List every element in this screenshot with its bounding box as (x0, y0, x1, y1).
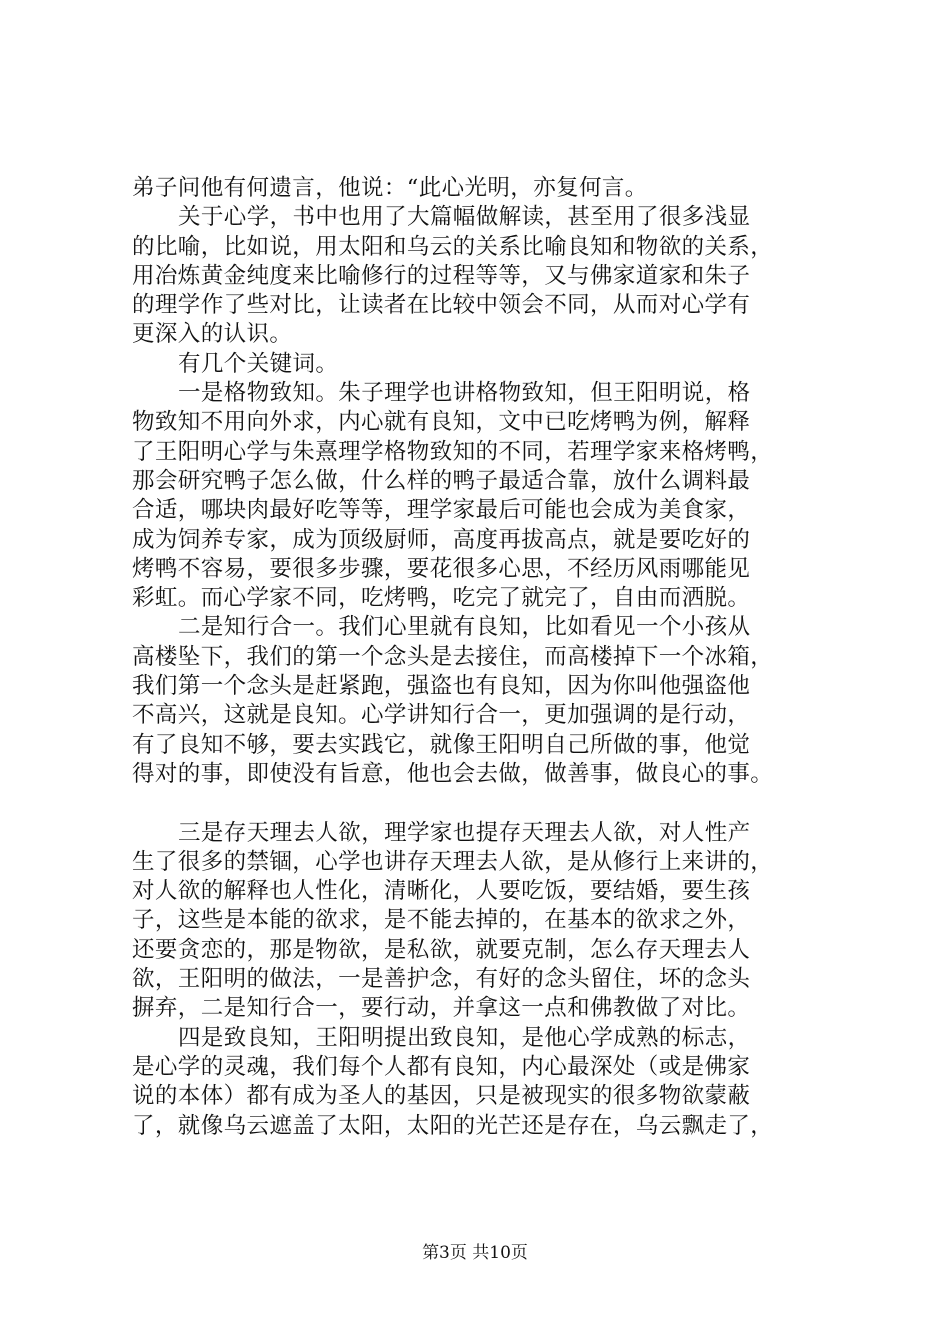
text-line: 二是知行合一。我们心里就有良知，比如看见一个小孩从 (178, 614, 751, 641)
text-line: 四是致良知，王阳明提出致良知，是他心学成熟的标志， (178, 1024, 751, 1051)
text-line: 不高兴，这就是良知。心学讲知行合一，更加强调的是行动， (132, 702, 751, 729)
text-line: 用冶炼黄金纯度来比喻修行的过程等等，又与佛家道家和朱子 (132, 262, 751, 289)
text-line: 合适，哪块肉最好吃等等，理学家最后可能也会成为美食家， (132, 497, 751, 524)
text-line: 还要贪恋的，那是物欲，是私欲，就要克制，怎么存天理去人 (132, 936, 751, 963)
text-line: 的比喻，比如说，用太阳和乌云的关系比喻良知和物欲的关系， (132, 233, 774, 260)
text-line: 了，就像乌云遮盖了太阳，太阳的光芒还是存在，乌云飘走了， (132, 1112, 774, 1139)
blank-line (132, 789, 842, 818)
text-line: 说的本体）都有成为圣人的基因，只是被现实的很多物欲蒙蔽 (132, 1083, 751, 1110)
text-line: 的理学作了些对比，让读者在比较中领会不同，从而对心学有 (132, 292, 751, 319)
text-line: 更深入的认识。 (132, 321, 293, 348)
text-line: 高楼坠下，我们的第一个念头是去接住，而高楼掉下一个冰箱， (132, 643, 774, 670)
text-line: 物致知不用向外求，内心就有良知，文中已吃烤鸭为例，解释 (132, 409, 751, 436)
body-text (132, 174, 842, 1141)
text-line: 了王阳明心学与朱熹理学格物致知的不同，若理学家来格烤鸭， (132, 438, 774, 465)
text-line: 欲，王阳明的做法，一是善护念，有好的念头留住，坏的念头 (132, 966, 751, 993)
text-line: 得对的事，即使没有旨意，他也会去做，做善事，做良心的事。 (132, 760, 774, 787)
text-line: 彩虹。而心学家不同，吃烤鸭，吃完了就完了，自由而洒脱。 (132, 585, 751, 612)
text-line: 那会研究鸭子怎么做，什么样的鸭子最适合靠，放什么调料最 (132, 467, 751, 494)
text-line: 摒弃，二是知行合一，要行动，并拿这一点和佛教做了对比。 (132, 995, 751, 1022)
text-line: 子，这些是本能的欲求，是不能去掉的，在基本的欲求之外， (132, 907, 751, 934)
text-line: 关于心学，书中也用了大篇幅做解读，甚至用了很多浅显 (178, 204, 751, 231)
text-line: 生了很多的禁锢，心学也讲存天理去人欲，是从修行上来讲的， (132, 848, 774, 875)
text-line: 成为饲养专家，成为顶级厨师，高度再拔高点，就是要吃好的 (132, 526, 751, 553)
page-number-footer: 第3页 共10页 (422, 1243, 528, 1263)
text-line: 烤鸭不容易，要很多步骤，要花很多心思，不经历风雨哪能见 (132, 555, 751, 582)
text-line: 有几个关键词。 (178, 350, 339, 377)
text-line: 三是存天理去人欲，理学家也提存天理去人欲，对人性产 (178, 819, 751, 846)
text-line: 一是格物致知。朱子理学也讲格物致知，但王阳明说，格 (178, 380, 751, 407)
text-line: 弟子问他有何遗言，他说：“此心光明，亦复何言。 (132, 175, 648, 201)
text-line: 是心学的灵魂，我们每个人都有良知，内心最深处（或是佛家 (132, 1053, 751, 1080)
text-line: 有了良知不够，要去实践它，就像王阳明自己所做的事，他觉 (132, 731, 751, 758)
text-line: 对人欲的解释也人性化，清晰化，人要吃饭，要结婚，要生孩 (132, 878, 751, 905)
text-line: 我们第一个念头是赶紧跑，强盗也有良知，因为你叫他强盗他 (132, 673, 751, 700)
